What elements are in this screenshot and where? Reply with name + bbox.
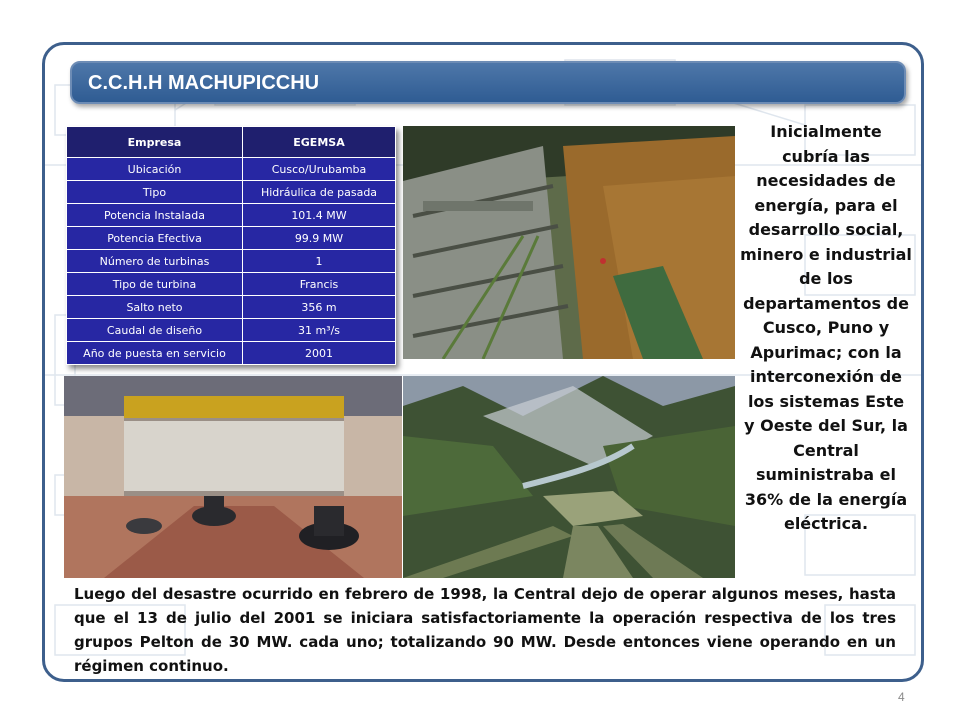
table-cell: Número de turbinas [67, 250, 243, 273]
table-cell: Hidráulica de pasada [243, 181, 396, 204]
title-bar [70, 61, 906, 104]
table-row [67, 273, 396, 296]
side-paragraph: Inicialmente cubría las necesidades de energía, para el desarrollo social, minero e industrial de los departamentos de Cusco, Puno y Apurimac; con la interconexión de los sistemas Este y Oeste del Sur, la Central suministraba el 36% de la energía eléctrica. [740, 122, 912, 533]
table-cell: Potencia Efectiva [67, 227, 243, 250]
table-row [67, 158, 396, 181]
table-cell: Tipo de turbina [67, 273, 243, 296]
turbine-hall-photo [64, 376, 402, 578]
table-cell: 101.4 MW [243, 204, 396, 227]
table-header-cell: EGEMSA [243, 127, 396, 158]
table-cell: Caudal de diseño [67, 319, 243, 342]
table-row [67, 319, 396, 342]
table-cell: Ubicación [67, 158, 243, 181]
table-header-row [67, 127, 396, 158]
table-cell: Salto neto [67, 296, 243, 319]
table-row [67, 250, 396, 273]
table-row [67, 296, 396, 319]
table-row [67, 227, 396, 250]
table-row [67, 204, 396, 227]
table-cell: Tipo [67, 181, 243, 204]
bottom-paragraph: Luego del desastre ocurrido en febrero de 1998, la Central dejo de operar algunos meses, hasta que el 13 de julio del 2001 se iniciara satisfactoriamente la operación respectiva de los tres grupos Pelton de 30 MW. cada uno; totalizando 90 MW. Desde entonces viene operando en un régimen continuo. [74, 585, 896, 675]
table-cell: Francis [243, 273, 396, 296]
table-cell: Año de puesta en servicio [67, 342, 243, 365]
table-cell: 99.9 MW [243, 227, 396, 250]
page-number: 4 [898, 690, 905, 704]
table-row [67, 181, 396, 204]
specs-table [66, 126, 396, 365]
penstock-valley-photo [403, 376, 735, 578]
table-cell: 1 [243, 250, 396, 273]
table-cell: Cusco/Urubamba [243, 158, 396, 181]
table-cell: 31 m³/s [243, 319, 396, 342]
table-cell: 356 m [243, 296, 396, 319]
table-row [67, 342, 396, 365]
intake-channel-photo [403, 126, 735, 359]
table-cell: Potencia Instalada [67, 204, 243, 227]
slide-title: C.C.H.H MACHUPICCHU [88, 72, 320, 94]
table-cell: 2001 [243, 342, 396, 365]
table-header-cell: Empresa [67, 127, 243, 158]
